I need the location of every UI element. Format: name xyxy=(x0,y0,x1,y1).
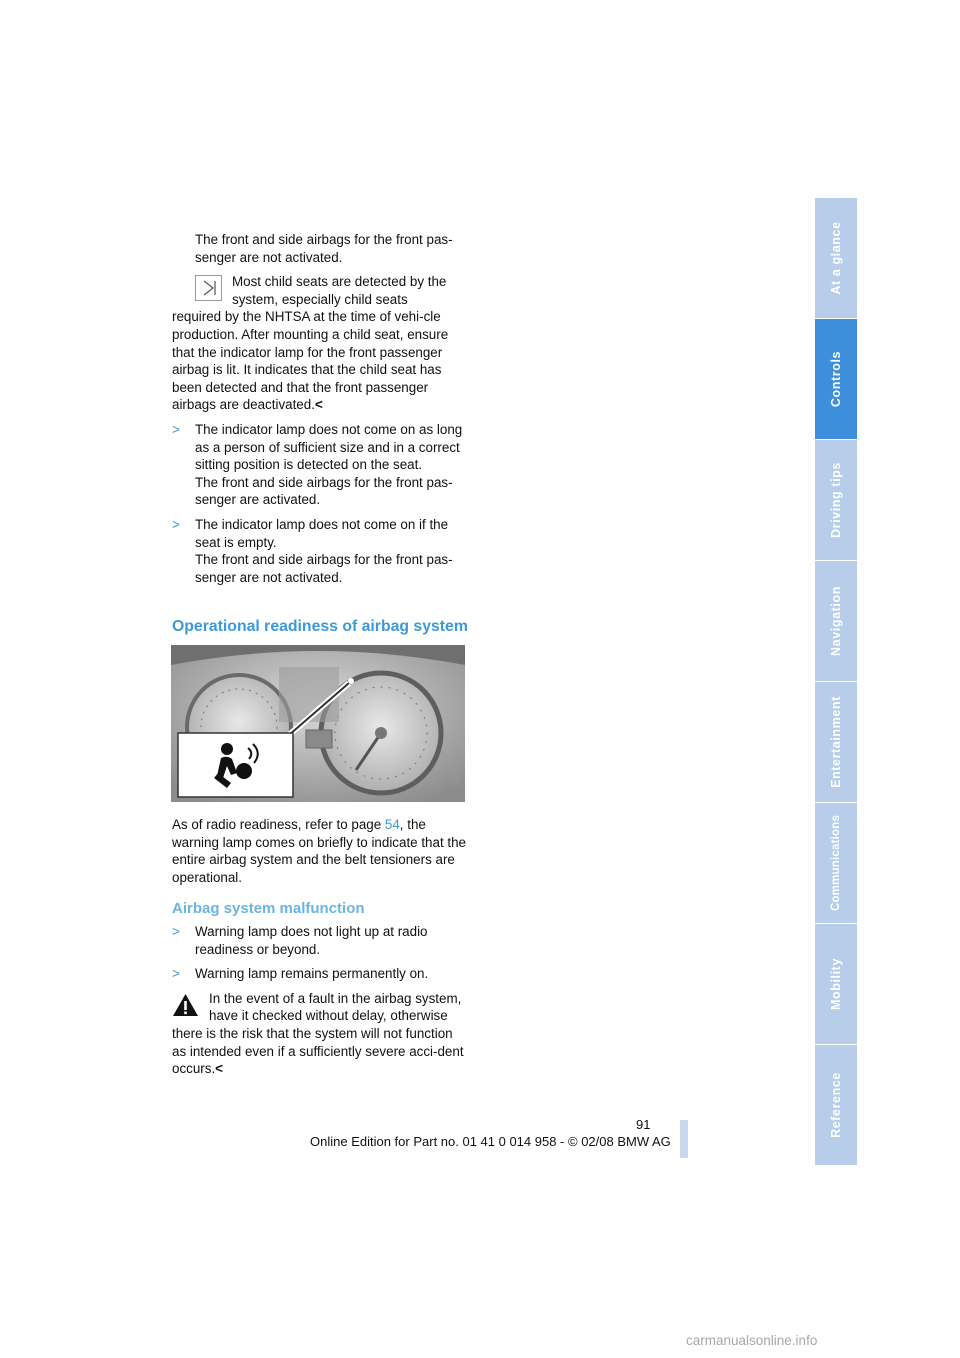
note-text-first: Most child seats are detected by the system, especially child seats xyxy=(232,274,447,307)
bullet-mark: > xyxy=(172,516,180,532)
tab-navigation[interactable]: Navigation xyxy=(815,561,857,681)
subsection-heading: Airbag system malfunction xyxy=(172,900,365,917)
bullet-text: The indicator lamp does not come on as long as a person of sufficient size and in a correct sitting position is detected on the seat. xyxy=(195,421,463,473)
bullet-mark: > xyxy=(172,966,180,982)
warning-text-rest: there is the risk that the system will not function as intended even if a sufficiently severe acci-dent occurs.< xyxy=(172,1025,464,1077)
paragraph: The front and side airbags for the front pas-senger are not activated. xyxy=(195,232,453,265)
tab-mobility[interactable]: Mobility xyxy=(815,924,857,1044)
warning-triangle-icon xyxy=(172,992,199,1018)
tab-entertainment[interactable]: Entertainment xyxy=(815,682,857,802)
list-item xyxy=(172,421,468,509)
tab-communications[interactable]: Communications xyxy=(815,803,857,923)
list-item xyxy=(172,516,468,586)
warning-block xyxy=(172,990,468,1078)
end-mark: < xyxy=(215,1061,223,1077)
tab-at-a-glance[interactable]: At a glance xyxy=(815,198,857,318)
tab-driving-tips[interactable]: Driving tips xyxy=(815,440,857,560)
note-arrow-icon xyxy=(195,275,222,301)
list-item xyxy=(172,923,468,958)
tab-controls[interactable]: Controls xyxy=(815,319,857,439)
bullet-text: The indicator lamp does not come on if the seat is empty. xyxy=(195,516,449,550)
bullet-text-2: The front and side airbags for the front pas-senger are not activated. xyxy=(195,552,453,585)
note-block xyxy=(172,273,468,414)
tab-reference[interactable]: Reference xyxy=(815,1045,857,1165)
list-item xyxy=(172,965,468,983)
figure-code: W0C1K0KN xyxy=(455,747,462,785)
page-marker-bar xyxy=(680,1120,688,1158)
malfunction-column xyxy=(172,923,468,1078)
page-number: 91 xyxy=(636,1117,651,1132)
bullet-text-2: The front and side airbags for the front pas-senger are activated. xyxy=(195,474,453,508)
note-text-rest: required by the NHTSA at the time of vehi-cle production. After mounting a child seat, ensure that the indicator lamp for the front passenger airbag is lit. It indicates that the child seat has been detected and that the front passenger airbags are deactivated.< xyxy=(172,309,449,413)
watermark: carmanualsonline.info xyxy=(686,1333,818,1348)
main-column xyxy=(172,231,468,586)
section-heading: Operational readiness of airbag system xyxy=(172,618,468,635)
bullet-mark: > xyxy=(172,421,180,437)
bullet-text: Warning lamp does not light up at radio readiness or beyond. xyxy=(195,924,428,957)
bullet-text: Warning lamp remains permanently on. xyxy=(195,966,429,982)
warning-text-first: In the event of a fault in the airbag system, have it checked without delay, otherwise xyxy=(209,990,462,1024)
end-mark: < xyxy=(314,397,323,413)
bullet-mark: > xyxy=(172,924,180,939)
instrument-cluster-figure xyxy=(171,645,465,802)
paragraph: As of radio readiness, refer to page 54, the warning lamp comes on briefly to indicate that the entire airbag system and the belt tensioners are operational. xyxy=(172,817,467,885)
page-link[interactable]: 54 xyxy=(384,817,400,832)
chapter-tabs xyxy=(815,198,857,1166)
edition-footer: Online Edition for Part no. 01 41 0 014 958 - © 02/08 BMW AG xyxy=(310,1134,671,1149)
readiness-paragraph xyxy=(172,816,468,886)
